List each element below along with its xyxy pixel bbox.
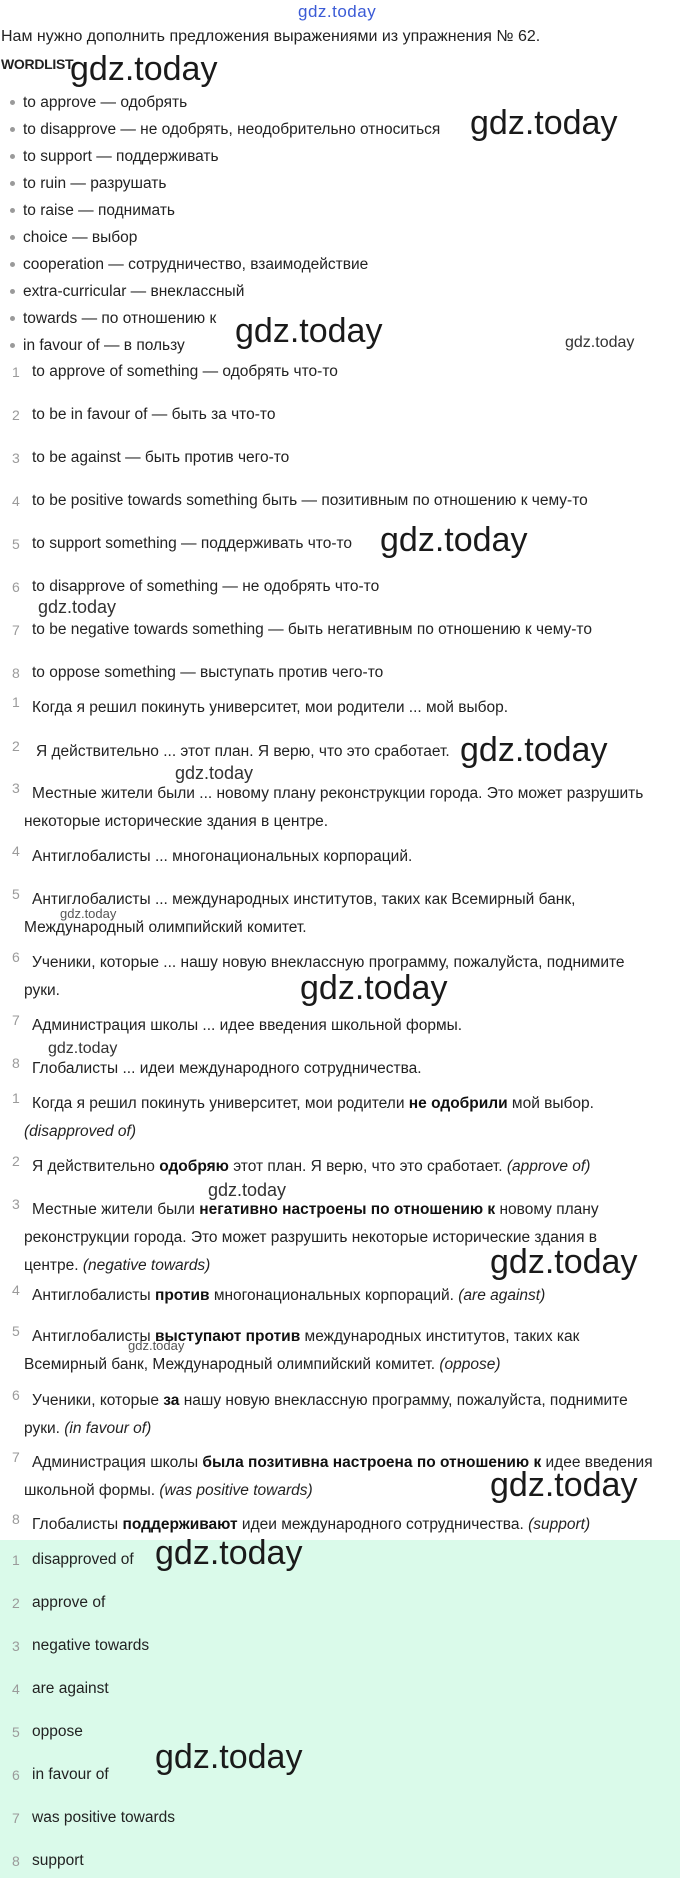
bullet-icon — [10, 262, 15, 267]
watermark: gdz.today — [48, 1040, 118, 1057]
watermark: gdz.today — [155, 1738, 303, 1776]
answer-panel: gdz.today gdz.today 1 disapproved of 2 approve of 3 negative towards 4 are against 5 oppose 6 in favour of 7 was positive towards 8 support — [0, 1540, 680, 1878]
watermark: gdz.today — [490, 1466, 638, 1504]
wordlist-item: extra-curricular — внеклассный — [10, 278, 670, 305]
wordlist-item: to raise — поднимать — [10, 197, 670, 224]
watermark: gdz.today — [460, 731, 608, 769]
solution-item: 1 Когда я решил покинуть университет, мои родители не одобрили мой выбор. (disapproved of) — [12, 1090, 594, 1140]
watermark: gdz.today — [380, 521, 528, 559]
solution-item: 6 Ученики, которые за нашу новую внеклассную программу, пожалуйста, поднимите руки. (in favour of) — [12, 1387, 628, 1437]
solution-item: 2 Я действительно одобряю этот план. Я верю, что это сработает. (approve of) — [12, 1153, 591, 1175]
watermark: gdz.today — [565, 334, 635, 351]
solution-item: 8 Глобалисты поддерживают идеи международного сотрудничества. (support) — [12, 1511, 591, 1533]
sentence-item: 6 Ученики, которые ... нашу новую внеклассную программу, пожалуйста, поднимите руки. — [12, 949, 625, 999]
wordlist-item: choice — выбор — [10, 224, 670, 251]
sentence-item: 1 Когда я решил покинуть университет, мои родители ... мой выбор. — [12, 694, 509, 716]
bullet-icon — [10, 100, 15, 105]
wordlist-item: to ruin — разрушать — [10, 170, 670, 197]
solution-item: 5 Антиглобалисты выступают против международных институтов, таких как Всемирный банк, Международный олимпийский комитет. (oppose) — [12, 1323, 580, 1373]
bullet-icon — [10, 235, 15, 240]
solution-item: 4 Антиглобалисты против многонациональных корпораций. (are against) — [12, 1282, 546, 1304]
site-logo[interactable]: gdz.today — [298, 2, 377, 21]
watermark: gdz.today — [70, 50, 218, 88]
intro-text: Нам нужно дополнить предложения выражениями из упражнения № 62. — [1, 28, 541, 45]
bullet-icon — [10, 181, 15, 186]
watermark: gdz.today — [208, 1180, 287, 1200]
sentence-item: 7 Администрация школы ... идее введения школьной формы. — [12, 1012, 463, 1034]
bullet-icon — [10, 154, 15, 159]
bullet-icon — [10, 343, 15, 348]
bullet-icon — [10, 127, 15, 132]
watermark: gdz.today — [128, 1338, 185, 1353]
watermark: gdz.today — [60, 906, 117, 921]
wordlist-item: to approve — одобрять — [10, 89, 670, 116]
watermark: gdz.today — [470, 104, 618, 142]
wordlist-item: to disapprove — не одобрять, неодобрительно относиться — [10, 116, 670, 143]
bullet-icon — [10, 208, 15, 213]
wordlist-item: in favour of — в пользу — [10, 332, 670, 359]
watermark: gdz.today — [155, 1534, 303, 1572]
watermark: gdz.today — [38, 597, 117, 617]
bullet-icon — [10, 316, 15, 321]
wordlist-heading: WORDLIST — [1, 56, 74, 72]
solution-item: 3 Местные жители были негативно настроены по отношению к новому плану реконструкции города. Это может разрушить некоторые исторические здания в центре. (negative towards) — [12, 1196, 599, 1274]
sentence-item: 2 Я действительно ... этот план. Я верю, что это сработает. — [12, 738, 450, 760]
bullet-icon — [10, 289, 15, 294]
sentence-item: 8 Глобалисты ... идеи международного сотрудничества. — [12, 1055, 422, 1077]
sentence-item: 4 Антиглобалисты ... многонациональных корпораций. — [12, 843, 413, 865]
wordlist — [10, 89, 670, 359]
sentence-item: 3 Местные жители были ... новому плану реконструкции города. Это может разрушить некоторые исторические здания в центре. — [12, 780, 644, 830]
wordlist-item: cooperation — сотрудничество, взаимодействие — [10, 251, 670, 278]
watermark: gdz.today — [300, 969, 448, 1007]
wordlist-item: towards — по отношению к — [10, 305, 670, 332]
watermark: gdz.today — [490, 1243, 638, 1281]
solution-item: 7 Администрация школы была позитивна настроена по отношению к идее введения школьной формы. (was positive towards) — [12, 1449, 653, 1499]
sentence-item: 5 Антиглобалисты ... международных институтов, таких как Всемирный банк, Международный олимпийский комитет. — [12, 886, 576, 936]
watermark: gdz.today — [175, 763, 254, 783]
page: gdz.today Нам нужно дополнить предложения выражениями из упражнения № 62. WORDLIST gdz.today gdz.today gdz.today gdz.today gdz.today gdz.today gdz.today gdz.today gdz.today gdz.today gdz.today gdz.today gdz.today gdz.today gdz.today to approve — одобрять to disapprove — не одобрять, неодобрительно относиться to support — поддерживать to ruin — разрушать to raise — поднимать choice — выбор cooperation — сотрудничество, взаимодействие extra-curricular — внеклассный towards — по отношению к in favour of — в пользу 1 to approve of something — одобрять что-то 2 to be in favour of — быть за что-то 3 to be against — быть против чего-то 4 to be positive towards something быть — позитивным по отношению к чему-то 5 to support something — поддерживать что-то 6 to disapprove of something — не одобрять что-то 7 to be negative towards something — быть негативным по отношению к чему-то 8 to oppose something — выступать против чего-то 1 Когда я решил покинуть университет, мои родители ... мой выбор. 2 Я действительно ... этот план. Я верю, что это сработает. 3 Местные жители были ... новому плану реконструкции города. Это может разрушить некоторые исторические здания в центре. 4 Антиглобалисты ... многонациональных корпораций. 5 Антиглобалисты ... международных институтов, таких как Всемирный банк, Международный олимпийский комитет. 6 Ученики, которые ... нашу новую внеклассную программу, пожалуйста, поднимите руки. 7 Администрация школы ... идее введения школьной формы. 8 Глобалисты ... идеи международного сотрудничества. 1 Когда я решил покинуть университет, мои родители не одобрили мой выбор. (disapproved of) 2 Я действительно одобряю этот план. Я верю, что это сработает. (approve of) 3 Местные жители были негативно настроены по отношению к новому плану реконструкции города. Это может разрушить некоторые исторические здания в центре. (negative towards) 4 Антиглобалисты против многонациональных корпораций. (are against) 5 Антиглобалисты выступают против международных институтов, таких как Всемирный банк, Международный олимпийский комитет. (oppose) 6 Ученики, которые за нашу новую внеклассную программу, пожалуйста, поднимите руки. (in favour of) 7 Администрация школы была позитивна настроена по отношению к идее введения школьной формы. (was positive towards) 8 Глобалисты поддерживают идеи международного сотрудничества. (support) gdz.today gdz.today 1 disapproved of 2 approve of 3 negative towards 4 are against 5 oppose 6 in favour of 7 was positive towards 8 support — [0, 0, 680, 1878]
wordlist-item: to support — поддерживать — [10, 143, 670, 170]
watermark: gdz.today — [235, 312, 383, 350]
